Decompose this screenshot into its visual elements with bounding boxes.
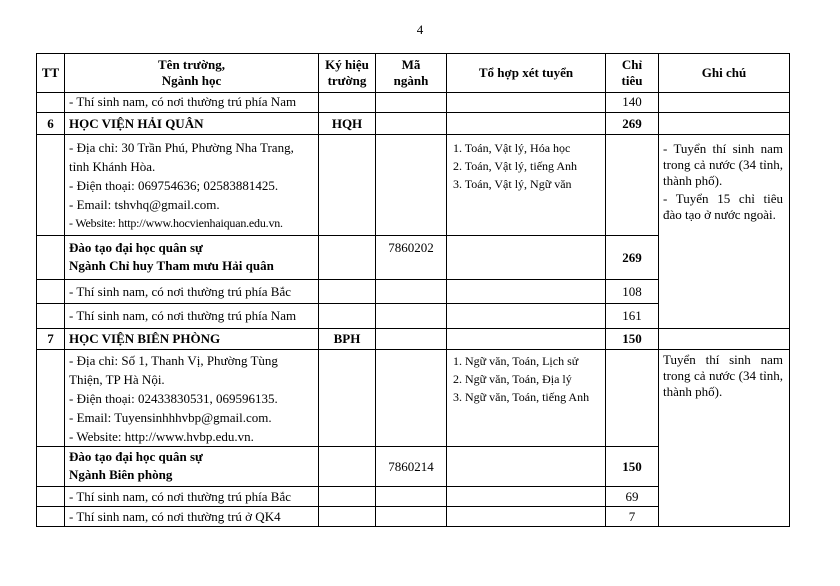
address: - Địa chỉ: 30 Trần Phú, Phường Nha Trang, tỉnh Khánh Hòa. bbox=[69, 140, 294, 174]
combo-item: 2. Toán, Vật lý, tiếng Anh bbox=[453, 159, 578, 173]
school-quota: 150 bbox=[606, 329, 659, 350]
row-quota: 69 bbox=[606, 487, 659, 507]
header-symbol: Ký hiệu trường bbox=[319, 54, 376, 93]
school-symbol: BPH bbox=[319, 329, 376, 350]
combo-list bbox=[447, 350, 606, 447]
program-name: Đào tạo đại học quân sự Ngành Biên phòng bbox=[65, 447, 319, 487]
school-tt: 7 bbox=[37, 329, 65, 350]
combo-item: 3. Ngữ văn, Toán, tiếng Anh bbox=[453, 390, 590, 404]
row-quota: 7 bbox=[606, 507, 659, 527]
combo-list bbox=[447, 135, 606, 236]
program-quota: 269 bbox=[606, 236, 659, 280]
header-tt: TT bbox=[37, 54, 65, 93]
email: - Email: tshvhq@gmail.com. bbox=[69, 197, 220, 212]
website: - Website: http://www.hocvienhaiquan.edu.vn. bbox=[69, 216, 283, 230]
row-text: - Thí sinh nam, có nơi thường trú ở QK4 bbox=[65, 507, 319, 527]
header-quota: Chỉ tiêu bbox=[606, 54, 659, 93]
program-quota: 150 bbox=[606, 447, 659, 487]
school-note: - Tuyển thí sinh nam trong cả nước (34 tỉnh, thành phố). - Tuyển 15 chỉ tiêu đào tạo ở nước ngoài. bbox=[659, 135, 790, 329]
school-name: HỌC VIỆN HẢI QUÂN bbox=[65, 113, 319, 135]
phone: - Điện thoại: 02433830531, 069596135. bbox=[69, 391, 278, 406]
school-quota: 269 bbox=[606, 113, 659, 135]
school-name: HỌC VIỆN BIÊN PHÒNG bbox=[65, 329, 319, 350]
website: - Website: http://www.hvbp.edu.vn. bbox=[69, 429, 254, 444]
program-name: Đào tạo đại học quân sự Ngành Chỉ huy Tham mưu Hải quân bbox=[65, 236, 319, 280]
row-text: - Thí sinh nam, có nơi thường trú phía Bắc bbox=[65, 487, 319, 507]
page-number: 4 bbox=[416, 22, 424, 37]
address: - Địa chỉ: Số 1, Thanh Vị, Phường Tùng Thiện, TP Hà Nội. bbox=[69, 353, 278, 387]
school-info-row bbox=[37, 135, 790, 236]
school-note: Tuyển thí sinh nam trong cả nước (34 tỉnh, thành phố). bbox=[659, 350, 790, 527]
program-code: 7860214 bbox=[376, 447, 447, 487]
school-symbol: HQH bbox=[319, 113, 376, 135]
row-text: - Thí sinh nam, có nơi thường trú phía Nam bbox=[65, 93, 319, 113]
header-code: Mã ngành bbox=[376, 54, 447, 93]
school-contact bbox=[65, 135, 319, 236]
school-row bbox=[37, 329, 790, 350]
school-contact bbox=[65, 350, 319, 447]
admissions-table bbox=[36, 53, 790, 527]
row-quota: 140 bbox=[606, 93, 659, 113]
combo-item: 1. Toán, Vật lý, Hóa học bbox=[453, 141, 571, 155]
header-school: Tên trường, Ngành học bbox=[65, 54, 319, 93]
program-code: 7860202 bbox=[376, 236, 447, 280]
combo-item: 2. Ngữ văn, Toán, Địa lý bbox=[453, 372, 572, 386]
header-row bbox=[37, 54, 790, 93]
header-note: Ghi chú bbox=[659, 54, 790, 93]
school-info-row bbox=[37, 350, 790, 447]
email: - Email: Tuyensinhhhvbp@gmail.com. bbox=[69, 410, 272, 425]
header-combo: Tổ hợp xét tuyển bbox=[447, 54, 606, 93]
school-row bbox=[37, 113, 790, 135]
combo-item: 1. Ngữ văn, Toán, Lịch sử bbox=[453, 354, 579, 368]
combo-item: 3. Toán, Vật lý, Ngữ văn bbox=[453, 177, 572, 191]
table-row bbox=[37, 93, 790, 113]
row-quota: 108 bbox=[606, 280, 659, 304]
row-quota: 161 bbox=[606, 304, 659, 329]
school-tt: 6 bbox=[37, 113, 65, 135]
phone: - Điện thoại: 069754636; 02583881425. bbox=[69, 178, 279, 193]
row-text: - Thí sinh nam, có nơi thường trú phía Nam bbox=[65, 304, 319, 329]
row-text: - Thí sinh nam, có nơi thường trú phía Bắc bbox=[65, 280, 319, 304]
